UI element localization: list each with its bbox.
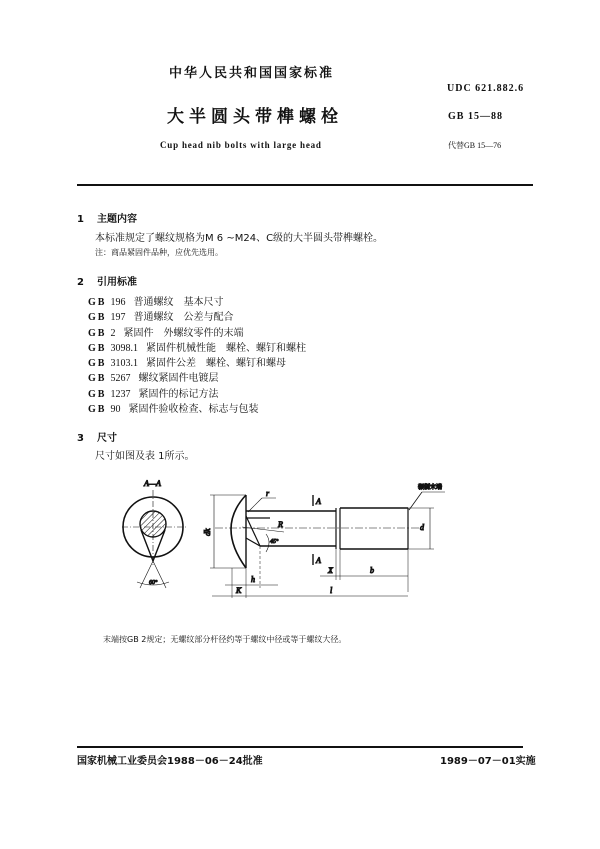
reference-item: GB 5267 螺纹紧固件电镀层 xyxy=(88,373,219,385)
approval-info: 国家机械工业委员会1988－06－24批准 xyxy=(77,756,263,767)
section-number: 2 xyxy=(77,277,84,288)
label-R: R xyxy=(278,520,283,529)
dimension-b: b xyxy=(370,566,374,575)
section-label: A—A xyxy=(144,479,161,488)
dimension-l: l xyxy=(330,586,333,595)
section-number: 3 xyxy=(77,433,84,444)
reference-item: GB 197 普通螺纹 公差与配合 xyxy=(88,312,234,324)
section-title: 引用标准 xyxy=(97,277,137,288)
document-title-cn: 大半圆头带榫螺栓 xyxy=(167,107,343,127)
implementation-date: 1989－07－01实施 xyxy=(440,756,536,767)
reference-item: GB 90 紧固件验收检查、标志与包装 xyxy=(88,404,259,416)
reference-item: GB 2 紧固件 外螺纹零件的末端 xyxy=(88,327,244,339)
section-3-body: 尺寸如图及表 1所示。 xyxy=(95,451,195,462)
reference-item: GB 196 普通螺纹 基本尺寸 xyxy=(88,297,224,308)
section-2-heading xyxy=(77,273,137,288)
section-view-a-a xyxy=(122,479,188,588)
header-divider xyxy=(77,184,533,186)
section-number: 1 xyxy=(77,214,84,225)
reference-list xyxy=(88,295,306,417)
angle-label: 60° xyxy=(149,580,158,586)
section-title: 尺寸 xyxy=(97,433,117,444)
document-title-en: Cup head nib bolts with large head xyxy=(160,140,322,150)
section-3-heading xyxy=(77,429,117,444)
section-1-note: 注：商品紧固件品种，应优先选用。 xyxy=(95,248,223,257)
dimension-dk: dk xyxy=(203,528,212,536)
dimension-x: X xyxy=(328,566,333,575)
reference-item: GB 3103.1 紧固件公差 螺栓、螺钉和螺母 xyxy=(88,358,286,370)
side-view xyxy=(203,483,445,598)
standard-number: GB 15—88 xyxy=(448,111,503,122)
reference-item: GB 1237 紧固件的标记方法 xyxy=(88,388,219,400)
reference-item: GB 3098.1 紧固件机械性能 螺栓、螺钉和螺柱 xyxy=(88,342,306,354)
udc-code: UDC 621.882.6 xyxy=(447,83,525,94)
section-1-body: 本标准规定了螺纹规格为M 6 ~M24、C级的大半圆头带榫螺栓。 xyxy=(95,233,384,244)
dimension-h: h xyxy=(251,575,255,584)
section-marker-a-bottom: A xyxy=(316,556,321,565)
national-standard-heading: 中华人民共和国国家标准 xyxy=(169,66,335,81)
dimension-d: d xyxy=(420,523,424,532)
label-r: r xyxy=(266,489,270,498)
label-45-deg: 45° xyxy=(270,539,279,545)
drawing-footnote: 末端按GB 2规定；无螺纹部分杆径约等于螺纹中径或等于螺纹大径。 xyxy=(103,635,347,644)
dimension-k: K xyxy=(236,586,242,595)
footer-divider xyxy=(77,746,523,748)
section-1-heading xyxy=(77,210,137,225)
bolt-technical-drawing xyxy=(100,470,460,620)
replaces-standard: 代替GB 15—76 xyxy=(448,141,502,150)
end-callout-label: 辗制末端 xyxy=(418,484,443,491)
section-marker-a-top: A xyxy=(316,497,321,506)
section-title: 主题内容 xyxy=(97,214,137,225)
